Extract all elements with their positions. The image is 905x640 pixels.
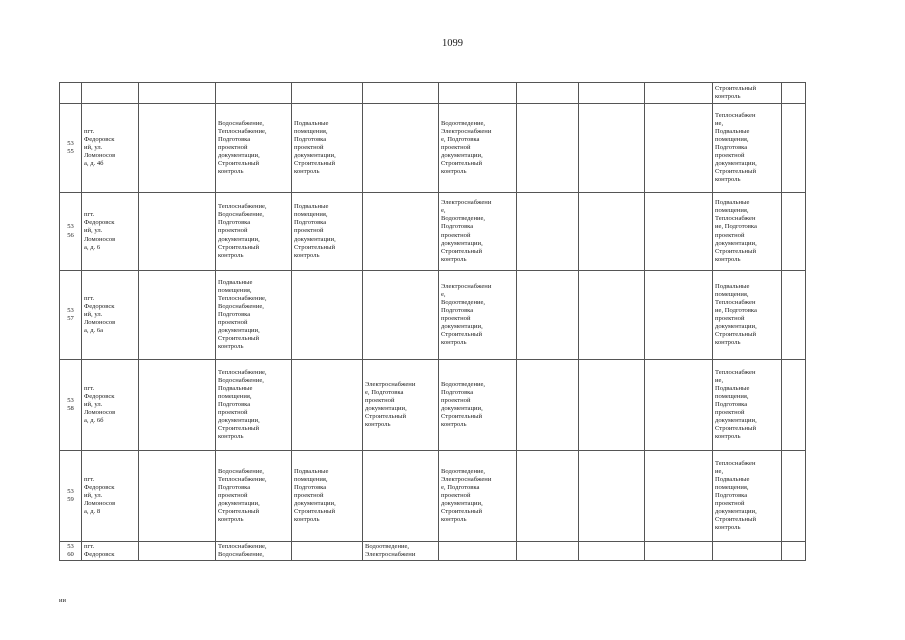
table-row <box>60 83 806 104</box>
table-cell-num <box>60 83 82 104</box>
table-cell-c2 <box>139 451 216 542</box>
table-row <box>60 360 806 451</box>
table-cell-c11 <box>782 271 806 360</box>
table-cell-c11 <box>782 193 806 271</box>
table-cell-c4: Подвальные помещения, Подготовка проектной документации, Строительный контроль <box>292 193 363 271</box>
table-cell-c2 <box>139 83 216 104</box>
table-cell-c3: Подвальные помещения, Теплоснабжение, Водоснабжение, Подготовка проектной документации, Строительный контроль <box>216 271 292 360</box>
table-cell-c3: Теплоснабжение, Водоснабжение, Подготовка проектной документации, Строительный контроль <box>216 193 292 271</box>
table-cell-num: 53 60 <box>60 542 82 561</box>
table-cell-c8 <box>579 542 645 561</box>
page-number: 1099 <box>442 38 463 49</box>
table-cell-c5: Водоотведение, Электроснабжени <box>363 542 439 561</box>
table-cell-c4 <box>292 271 363 360</box>
table-cell-c4 <box>292 360 363 451</box>
table-cell-c11 <box>782 360 806 451</box>
table-cell-c4 <box>292 542 363 561</box>
table-cell-address: пгт. Федоровск ий, ул. Ломоносов а, д. 6 <box>82 193 139 271</box>
table-cell-c3: Водоснабжение, Теплоснабжение, Подготовка проектной документации, Строительный контроль <box>216 451 292 542</box>
table-cell-c10: Строительный контроль <box>713 83 782 104</box>
table-cell-c11 <box>782 542 806 561</box>
table-cell-c9 <box>645 83 713 104</box>
table-cell-c8 <box>579 360 645 451</box>
table-cell-c8 <box>579 271 645 360</box>
footer-mark: ии <box>59 597 66 604</box>
table-cell-c5 <box>363 104 439 193</box>
table-cell-c11 <box>782 83 806 104</box>
table-cell-c10: Теплоснабжен ие, Подвальные помещения, Подготовка проектной документации, Строительный контроль <box>713 451 782 542</box>
table-cell-num: 53 58 <box>60 360 82 451</box>
table-cell-address <box>82 83 139 104</box>
table-cell-c4 <box>292 83 363 104</box>
table-cell-c8 <box>579 104 645 193</box>
table-cell-c8 <box>579 451 645 542</box>
table-cell-address: пгт. Федоровск ий, ул. Ломоносов а, д. 6б <box>82 360 139 451</box>
table-cell-c8 <box>579 83 645 104</box>
table-cell-c5: Электроснабжени е, Подготовка проектной документации, Строительный контроль <box>363 360 439 451</box>
table-cell-c2 <box>139 271 216 360</box>
table-cell-c9 <box>645 451 713 542</box>
table-cell-c8 <box>579 193 645 271</box>
table-cell-c5 <box>363 83 439 104</box>
table-cell-c11 <box>782 451 806 542</box>
table-cell-c10: Теплоснабжен ие, Подвальные помещения, Подготовка проектной документации, Строительный контроль <box>713 360 782 451</box>
table-cell-c6 <box>439 542 517 561</box>
table-cell-c2 <box>139 104 216 193</box>
table-cell-c3: Теплоснабжение, Водоснабжение, Подвальные помещения, Подготовка проектной документации, Строительный контроль <box>216 360 292 451</box>
table-cell-c4: Подвальные помещения, Подготовка проектной документации, Строительный контроль <box>292 104 363 193</box>
table-cell-c7 <box>517 271 579 360</box>
table-cell-num: 53 55 <box>60 104 82 193</box>
table-cell-c9 <box>645 542 713 561</box>
table-cell-c9 <box>645 104 713 193</box>
table-cell-c7 <box>517 451 579 542</box>
table-cell-c6: Водоотведение, Подготовка проектной документации, Строительный контроль <box>439 360 517 451</box>
table-cell-c10 <box>713 542 782 561</box>
table-row <box>60 271 806 360</box>
table-cell-address: пгт. Федоровск ий, ул. Ломоносов а, д. 4б <box>82 104 139 193</box>
table-cell-c3 <box>216 83 292 104</box>
table-cell-c6: Электроснабжени е, Водоотведение, Подготовка проектной документации, Строительный контроль <box>439 193 517 271</box>
table-cell-address: пгт. Федоровск <box>82 542 139 561</box>
table-cell-c11 <box>782 104 806 193</box>
table-cell-num: 53 59 <box>60 451 82 542</box>
table-cell-c6 <box>439 83 517 104</box>
table-cell-c2 <box>139 542 216 561</box>
table-cell-c9 <box>645 360 713 451</box>
table-cell-address: пгт. Федоровск ий, ул. Ломоносов а, д. 8 <box>82 451 139 542</box>
table-cell-c10: Подвальные помещения, Теплоснабжен ие, Подготовка проектной документации, Строительный контроль <box>713 271 782 360</box>
table-cell-c10: Подвальные помещения, Теплоснабжен ие, Подготовка проектной документации, Строительный контроль <box>713 193 782 271</box>
table-cell-c9 <box>645 271 713 360</box>
table-cell-c5 <box>363 451 439 542</box>
table-cell-c6: Водоотведение, Электроснабжени е, Подготовка проектной документации, Строительный контроль <box>439 104 517 193</box>
table-cell-c7 <box>517 360 579 451</box>
table-cell-c7 <box>517 542 579 561</box>
table-row <box>60 451 806 542</box>
table-cell-c7 <box>517 193 579 271</box>
table-row <box>60 193 806 271</box>
table-cell-c6: Водоотведение, Электроснабжени е, Подготовка проектной документации, Строительный контроль <box>439 451 517 542</box>
table-cell-c5 <box>363 193 439 271</box>
table-cell-c4: Подвальные помещения, Подготовка проектной документации, Строительный контроль <box>292 451 363 542</box>
table-cell-c7 <box>517 83 579 104</box>
table-cell-c10: Теплоснабжен ие, Подвальные помещения, Подготовка проектной документации, Строительный контроль <box>713 104 782 193</box>
table-row <box>60 104 806 193</box>
works-table <box>59 82 806 561</box>
table-cell-c2 <box>139 193 216 271</box>
table-cell-c5 <box>363 271 439 360</box>
table-cell-c9 <box>645 193 713 271</box>
table-cell-c6: Электроснабжени е, Водоотведение, Подготовка проектной документации, Строительный контроль <box>439 271 517 360</box>
table-cell-c3: Водоснабжение, Теплоснабжение, Подготовка проектной документации, Строительный контроль <box>216 104 292 193</box>
table-cell-c7 <box>517 104 579 193</box>
table-cell-address: пгт. Федоровск ий, ул. Ломоносов а, д. 6а <box>82 271 139 360</box>
table-cell-c3: Теплоснабжение, Водоснабжение, <box>216 542 292 561</box>
table-cell-num: 53 56 <box>60 193 82 271</box>
table-row <box>60 542 806 561</box>
table-cell-num: 53 57 <box>60 271 82 360</box>
table-cell-c2 <box>139 360 216 451</box>
